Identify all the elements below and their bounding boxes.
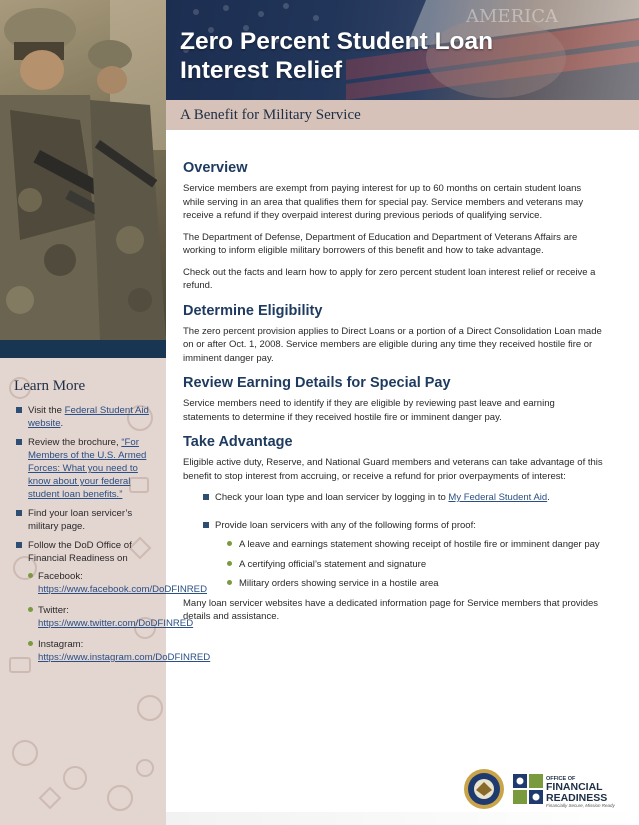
- square-bullet-icon: [203, 494, 209, 500]
- item-text: Follow the DoD Office of Financial Readiness on: [28, 540, 132, 564]
- subtitle-banner: [166, 100, 639, 130]
- earning-paragraph: Service members need to identify if they are eligible by reviewing past leave and earning statements to determine if they received hostile fire or imminent danger pay.: [183, 398, 555, 423]
- ofr-readiness: READINESS: [546, 791, 608, 804]
- item-text: Check your loan type and loan servicer by logging in to: [215, 492, 449, 503]
- item-text: Provide loan servicers with any of the following forms of proof:: [215, 519, 476, 531]
- item-text: Visit the: [28, 405, 65, 416]
- proof-text: A certifying official’s statement and signature: [239, 558, 427, 570]
- advantage-steps: [203, 491, 603, 591]
- overview-heading: Overview: [183, 160, 248, 176]
- proof-list: [227, 538, 603, 591]
- square-bullet-icon: [16, 510, 22, 516]
- square-bullet-icon: [16, 439, 22, 445]
- learn-more-sidebar: [0, 358, 211, 825]
- item-text: Review the brochure,: [28, 437, 122, 448]
- list-item: [227, 538, 603, 552]
- eligibility-heading: Determine Eligibility: [183, 302, 323, 319]
- currency-text-decoration: AMERICA: [466, 6, 559, 27]
- item-text: .: [60, 418, 64, 429]
- dot-bullet-icon: [28, 641, 33, 646]
- dot-bullet-icon: [227, 541, 232, 546]
- list-item: [14, 404, 154, 430]
- soldiers-photo: [0, 0, 166, 340]
- social-item-twitter: [28, 604, 194, 630]
- list-item: [227, 577, 603, 591]
- list-item: [14, 539, 211, 664]
- dod-seal-icon: [463, 768, 505, 810]
- advantage-closing: Many loan servicer websites have a dedicated information page for Service members that provides details and assistance.: [183, 597, 599, 622]
- social-label: Facebook:: [38, 571, 83, 582]
- eligibility-paragraph: The zero percent provision applies to Direct Loans or a portion of a Direct Consolidation Loan made on or after Oct. 1, 2008. Service members are eligible during any time they received hostile fire or imminent danger pay.: [183, 325, 602, 364]
- learn-more-list: [14, 404, 211, 672]
- twitter-link[interactable]: https://www.twitter.com/DoDFINRED: [38, 618, 194, 629]
- facebook-link[interactable]: https://www.facebook.com/DoDFINRED: [38, 584, 208, 595]
- page-subtitle: A Benefit for Military Service: [180, 107, 361, 123]
- advantage-section: [183, 434, 603, 624]
- list-item: [203, 491, 603, 505]
- list-item: [227, 558, 603, 572]
- eligibility-section: [183, 303, 603, 366]
- dot-bullet-icon: [227, 561, 232, 566]
- main-content: [183, 160, 603, 634]
- dot-bullet-icon: [28, 573, 33, 578]
- item-text: .: [547, 492, 550, 503]
- header-banner: [166, 0, 639, 100]
- advantage-heading: Take Advantage: [183, 434, 293, 450]
- ofr-office-of: OFFICE OF: [546, 776, 576, 782]
- my-federal-student-aid-link[interactable]: My Federal Student Aid: [448, 492, 548, 503]
- square-bullet-icon: [16, 542, 22, 548]
- square-bullet-icon: [16, 407, 22, 413]
- overview-paragraph-2: The Department of Defense, Department of Education and Department of Veterans Affairs are working to inform eligible military borrowers of this benefit and how to take advantage.: [183, 231, 578, 256]
- social-list: [28, 570, 211, 664]
- learn-more-heading: Learn More: [14, 378, 86, 394]
- social-label: Twitter:: [38, 605, 69, 616]
- advantage-paragraph: Eligible active duty, Reserve, and National Guard members and veterans can take advantage of this benefit to stop interest from accruing, or receive a refund for prior overpayments of interest:: [183, 457, 603, 482]
- sidebar-divider-band: [0, 340, 166, 358]
- social-label: Instagram:: [38, 639, 84, 650]
- federal-student-aid-link[interactable]: Federal Student Aid website: [28, 405, 149, 429]
- earning-heading: Review Earning Details for Special Pay: [183, 375, 451, 391]
- overview-paragraph-3: Check out the facts and learn how to apply for zero percent student loan interest relief or receive a refund.: [183, 266, 596, 291]
- title-line-2: Interest Relief: [180, 57, 343, 84]
- footer-strip: [166, 812, 639, 825]
- title-line-1: Zero Percent Student Loan: [180, 28, 494, 55]
- ofr-financial: FINANCIAL: [546, 781, 603, 793]
- brochure-link[interactable]: “For Members of the U.S. Armed Forces: What you need to know about your federal student loan benefits.”: [28, 437, 147, 500]
- proof-text: Military orders showing service in a hostile area: [239, 578, 439, 589]
- proof-text: A leave and earnings statement showing receipt of hostile fire or imminent danger pay: [239, 539, 600, 550]
- list-item: [14, 436, 154, 501]
- list-item: [14, 507, 154, 533]
- social-item-facebook: [28, 570, 208, 596]
- square-bullet-icon: [203, 522, 209, 528]
- ofr-tagline: Financially Secure, Mission Ready: [546, 803, 615, 808]
- social-item-instagram: [28, 638, 211, 664]
- instagram-link[interactable]: https://www.instagram.com/DoDFINRED: [38, 652, 211, 663]
- overview-section: [183, 160, 603, 293]
- financial-readiness-wordmark: [546, 776, 626, 809]
- soldiers-photo-illustration: [0, 0, 166, 340]
- page-title: [180, 27, 600, 85]
- dot-bullet-icon: [28, 607, 33, 612]
- list-item: [203, 519, 603, 591]
- financial-readiness-logo-icon: [513, 774, 543, 804]
- overview-paragraph-1: Service members are exempt from paying interest for up to 60 months on certain student loans while serving in an area that qualifies them for special pay. Service members and veterans may receive a refund if they overpaid interest during previous periods of qualifying service.: [183, 183, 584, 221]
- earning-section: [183, 375, 603, 424]
- item-text: Find your loan servicer’s military page.: [28, 508, 133, 532]
- dot-bullet-icon: [227, 580, 232, 585]
